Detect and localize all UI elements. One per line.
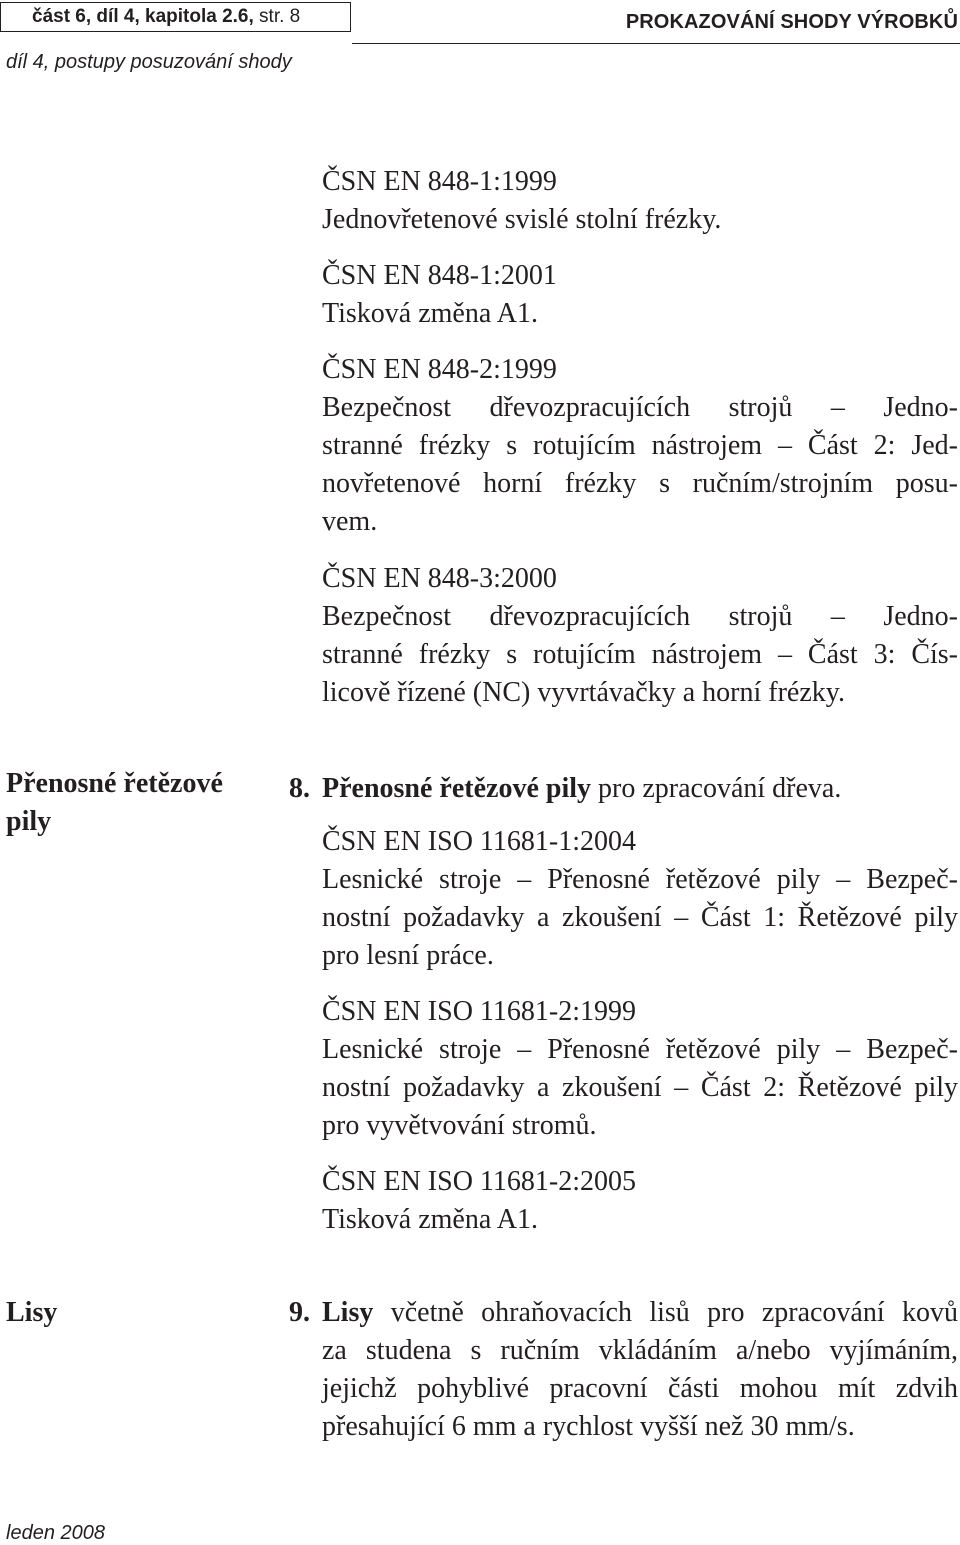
standard-title-line: stranné frézky s rotujícím nástrojem – Část 3: Čís- — [322, 639, 958, 670]
chapter-reference: část 6, díl 4, kapitola 2.6, — [32, 6, 254, 27]
page-number: str. 8 — [253, 6, 301, 27]
standard-title-line: Bezpečnost dřevozpracujících strojů – Jedno- — [322, 392, 958, 423]
standard-title-line: Lesnické stroje – Přenosné řetězové pily – Bezpeč- — [322, 1034, 958, 1065]
entry-848-3-2000 — [322, 560, 958, 712]
standard-title-line: stranné frézky s rotujícím nástrojem – Část 2: Jed- — [322, 430, 958, 461]
standard-title-line: nostní požadavky a zkoušení – Část 2: Řetězové pily — [322, 1072, 958, 1103]
entry-11681-1-2004 — [322, 823, 958, 975]
section-8-title — [322, 770, 958, 808]
section-9-line: jejichž pohyblivé pracovní části mohou mít zdvih — [322, 1373, 958, 1404]
section-9-text — [322, 1294, 958, 1446]
running-subtitle: díl 4, postupy posuzování shody — [6, 51, 292, 73]
entry-11681-2-1999 — [322, 993, 958, 1145]
section-number-9: 9. — [289, 1297, 310, 1328]
standard-title-line: Bezpečnost dřevozpracujících strojů – Jedno- — [322, 601, 958, 632]
entry-848-2-1999 — [322, 351, 958, 541]
standard-title-line: vem. — [322, 506, 378, 537]
standard-title-line: nostní požadavky a zkoušení – Část 1: Řetězové pily — [322, 902, 958, 933]
standard-code: ČSN EN 848-3:2000 — [322, 563, 557, 594]
standard-title-line: Lesnické stroje – Přenosné řetězové pily – Bezpeč- — [322, 864, 958, 895]
standard-code: ČSN EN ISO 11681-1:2004 — [322, 826, 636, 857]
entry-848-1-2001 — [322, 257, 958, 333]
standard-code: ČSN EN 848-1:2001 — [322, 260, 557, 291]
section-9-line: přesahující 6 mm a rychlost vyšší než 30 mm/s. — [322, 1411, 855, 1442]
section-number-8: 8. — [289, 773, 310, 804]
margin-heading-chainsaws: Přenosné řetězové pily — [6, 768, 223, 837]
section-9-title-bold: Lisy — [322, 1297, 374, 1328]
standard-code: ČSN EN 848-2:1999 — [322, 354, 557, 385]
header-rule — [352, 43, 960, 44]
standard-title-line: novřetenové horní frézky s ručním/strojním posu- — [322, 468, 958, 499]
standard-title: Jednovřetenové svislé stolní frézky. — [322, 204, 722, 235]
standard-code: ČSN EN ISO 11681-2:1999 — [322, 996, 636, 1027]
footer-date: leden 2008 — [6, 1522, 105, 1544]
standard-title: Tisková změna A1. — [322, 1204, 538, 1235]
entry-848-1-1999 — [322, 163, 958, 239]
standard-code: ČSN EN 848-1:1999 — [322, 166, 557, 197]
running-title: PROKAZOVÁNÍ SHODY VÝROBKŮ — [625, 11, 958, 33]
entry-11681-2-2005 — [322, 1163, 958, 1239]
section-9-line: včetně ohraňovacích lisů pro zpracování kovů — [373, 1297, 958, 1328]
chapter-reference-box — [0, 2, 351, 32]
margin-heading-presses: Lisy — [6, 1297, 58, 1328]
section-8-title-bold: Přenosné řetězové pily — [322, 773, 592, 804]
standard-title-line: pro vyvětvování stromů. — [322, 1110, 597, 1141]
standard-code: ČSN EN ISO 11681-2:2005 — [322, 1166, 636, 1197]
section-8-title-rest: pro zpracování dřeva. — [591, 773, 842, 804]
standard-title-line: licově řízené (NC) vyvrtávačky a horní frézky. — [322, 677, 845, 708]
standard-title: Tisková změna A1. — [322, 298, 538, 329]
section-9-line: za studena s ručním vkládáním a/nebo vyjímáním, — [322, 1335, 958, 1366]
standard-title-line: pro lesní práce. — [322, 940, 494, 971]
